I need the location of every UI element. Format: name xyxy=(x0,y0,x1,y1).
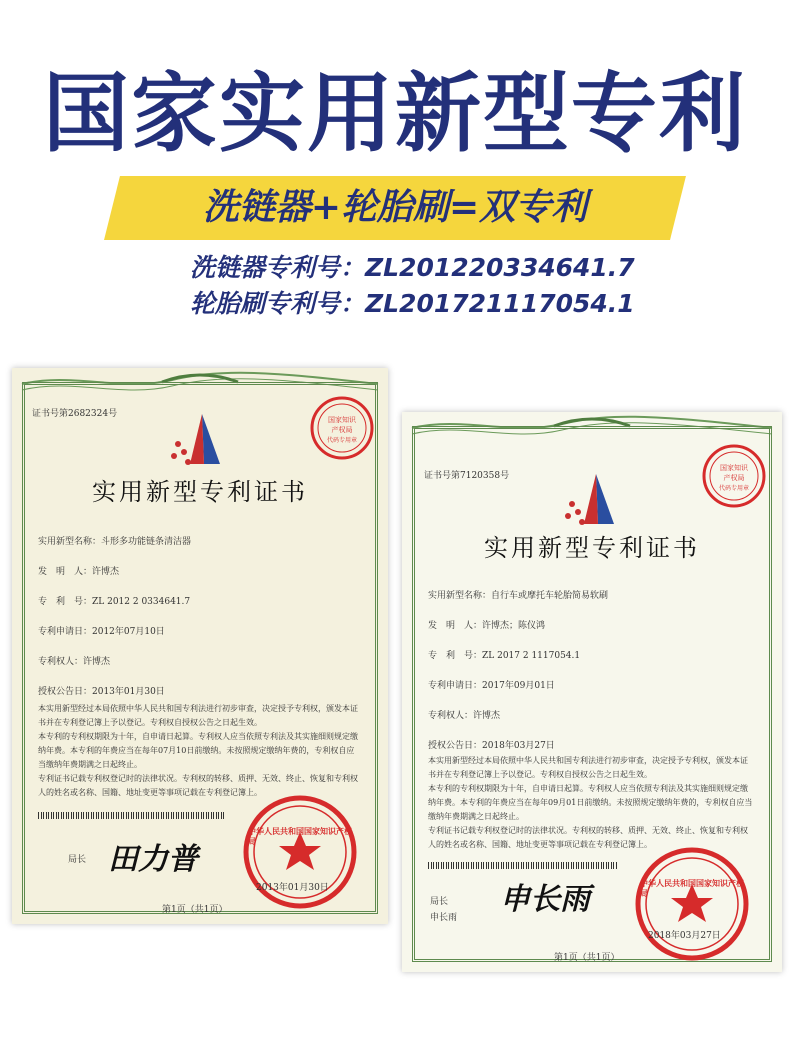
office-seal-icon xyxy=(632,844,752,964)
field-inventor: 发 明 人：许博杰 xyxy=(38,567,120,577)
barcode-strip xyxy=(428,862,618,869)
field-patent-number: 专 利 号：ZL 2012 2 0334641.7 xyxy=(38,597,191,607)
tire-brush-patent-number: 轮胎刷专利号：ZL201721117054.1 xyxy=(190,289,635,318)
certificate-number: 证书号第7120358号 xyxy=(424,471,510,481)
field-grant-date: 授权公告日：2018年03月27日 xyxy=(428,741,555,751)
patent-office-emblem-icon xyxy=(164,410,236,470)
seal-date: 2018年03月27日 xyxy=(648,931,721,941)
director-name: 申长雨 xyxy=(430,913,458,923)
field-utility-name: 实用新型名称：斗形多功能链条清洁器 xyxy=(38,537,192,547)
office-seal-icon xyxy=(240,792,360,912)
certificate-paragraph-3: 专利证书记载专利权登记时的法律状况。专利权的转移、质押、无效、终止、恢复和专利权人的姓名或名称、国籍、地址变更等事项记载在专利登记簿上。 xyxy=(38,774,358,797)
small-seal-line-3: 代码专用章 xyxy=(326,437,358,444)
director-signature: 申长雨 xyxy=(500,882,590,917)
banner-text: 洗链器+轮胎刷=双专利 xyxy=(202,187,588,228)
patent-office-emblem-icon xyxy=(558,470,630,530)
barcode-strip xyxy=(38,812,226,819)
small-seal-line-3: 代码专用章 xyxy=(718,485,750,492)
certificate-2 xyxy=(402,412,782,972)
certificate-1 xyxy=(12,368,388,924)
director-signature: 田力普 xyxy=(108,842,198,877)
field-inventor: 发 明 人：许博杰；陈仪鸿 xyxy=(428,621,546,631)
field-grant-date: 授权公告日：2013年01月30日 xyxy=(38,687,165,697)
chain-washer-patent-number: 洗链器专利号：ZL201220334641.7 xyxy=(190,253,635,282)
certificate-paragraph-2: 本专利的专利权期限为十年，自申请日起算。专利权人应当依照专利法及其实施细则规定缴纳年费。本专利的年费应当在每年09月01日前缴纳。未按照规定缴纳年费的，专利权自应当缴纳年费期满之日起终止。 xyxy=(428,784,753,821)
small-red-seal-icon xyxy=(308,394,376,462)
certificate-paragraph-2: 本专利的专利权期限为十年，自申请日起算。专利权人应当依照专利法及其实施细则规定缴纳年费。本专利的年费应当在每年07月10日前缴纳。未按照规定缴纳年费的，专利权自应当缴纳年费期满之日起终止。 xyxy=(38,732,358,769)
field-patentee: 专利权人：许博杰 xyxy=(428,711,501,721)
seal-text: 中华人民共和国国家知识产权局 xyxy=(248,826,352,846)
seal-text: 中华人民共和国国家知识产权局 xyxy=(640,878,744,898)
certificate-paragraph-3: 专利证书记载专利权登记时的法律状况。专利权的转移、质押、无效、终止、恢复和专利权人的姓名或名称、国籍、地址变更等事项记载在专利登记簿上。 xyxy=(428,826,748,849)
certificate-number: 证书号第2682324号 xyxy=(32,409,118,419)
small-seal-line-2: 产权局 xyxy=(723,474,745,482)
field-patent-number: 专 利 号：ZL 2017 2 1117054.1 xyxy=(428,651,581,661)
field-application-date: 专利申请日：2017年09月01日 xyxy=(428,681,555,691)
certificate-paragraph-1: 本实用新型经过本局依照中华人民共和国专利法进行初步审查，决定授予专利权，颁发本证书并在专利登记簿上予以登记。专利权自授权公告之日起生效。 xyxy=(428,756,748,779)
page-indicator: 第1页（共1页） xyxy=(554,953,620,963)
director-label: 局长 xyxy=(430,897,449,907)
field-utility-name: 实用新型名称：自行车或摩托车轮胎简易软刷 xyxy=(428,591,609,601)
certificate-title: 实用新型专利证书 xyxy=(92,478,308,506)
field-application-date: 专利申请日：2012年07月10日 xyxy=(38,627,165,637)
headline: 国家实用新型专利 xyxy=(43,64,747,164)
small-red-seal-icon xyxy=(700,442,768,510)
seal-date: 2013年01月30日 xyxy=(256,883,329,893)
field-patentee: 专利权人：许博杰 xyxy=(38,657,111,667)
small-seal-line-1: 国家知识 xyxy=(328,416,356,424)
small-seal-line-2: 产权局 xyxy=(331,426,353,434)
certificate-title: 实用新型专利证书 xyxy=(484,534,700,562)
small-seal-line-1: 国家知识 xyxy=(720,464,748,472)
page-indicator: 第1页（共1页） xyxy=(162,905,228,915)
certificate-paragraph-1: 本实用新型经过本局依照中华人民共和国专利法进行初步审查，决定授予专利权，颁发本证书并在专利登记簿上予以登记。专利权自授权公告之日起生效。 xyxy=(38,704,358,727)
director-label: 局长 xyxy=(68,855,87,865)
